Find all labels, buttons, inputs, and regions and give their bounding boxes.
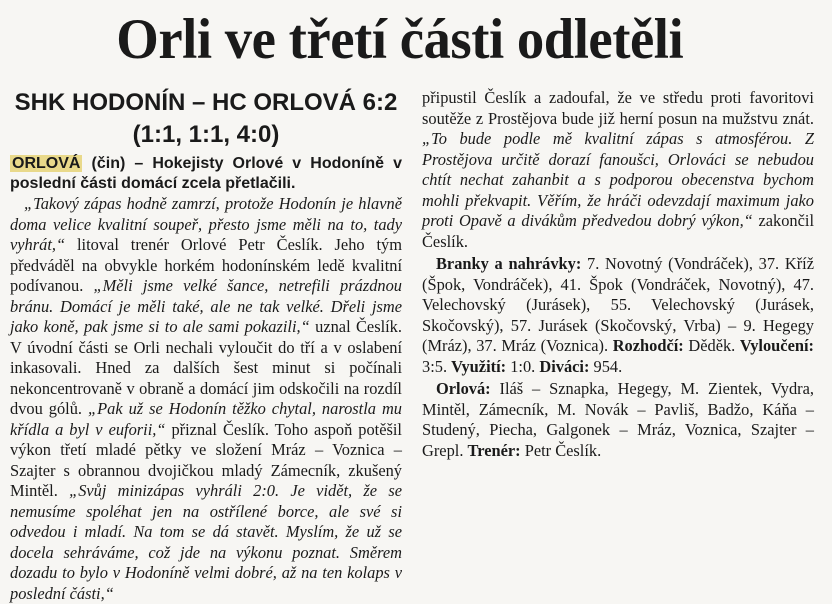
- match-period-scores: (1:1, 1:1, 4:0): [132, 121, 280, 148]
- coach-name: Petr Česlík.: [520, 440, 602, 460]
- article-column-left: [10, 88, 402, 604]
- quote: „Pak už se Hodonín těžko chytal, narostla mu křídla a byl v euforii,“: [10, 399, 402, 439]
- match-result-title: SHK HODONÍN – HC ORLOVÁ 6:2: [14, 89, 398, 116]
- lead-text: – Hokejisty Orlové v Hodoníně v poslední části domácí zcela přetlačili.: [10, 155, 402, 192]
- goals-label: Branky a nahrávky:: [436, 254, 582, 273]
- article-column-right: [422, 88, 814, 461]
- powerplay-label: Využití:: [451, 356, 507, 376]
- body-text: litoval trenér Orlové Petr Česlík. Jeho tým předváděl na obvykle horkém hodonínském ledě kvalitní podívanou.: [10, 235, 402, 295]
- body-text: připustil Česlík a zadoufal, že ve středu proti favoritovi soutěže z Prostějova bude již herní posun na mužstvu znát.: [422, 88, 814, 128]
- team-players: Iláš – Sznapka, Hegegy, M. Zientek, Vydra, Mintěl, Zámecník, M. Novák – Pavliš, Badžo, Káňa – Studený, Piecha, Galgonek – Mráz, Voznica, Szajter – Grepl.: [422, 379, 814, 460]
- article-lead: [10, 154, 402, 194]
- quote: „Měli jsme velké šance, netrefili prázdnou bránu. Domácí je měli také, ale ne tak velké. Dřeli jsme jako koně, pak jsme si to ale sami pokazili,“: [10, 276, 402, 336]
- quote: „Svůj minizápas vyhráli 2:0. Je vidět, že se nemusíme spoléhat jen na ostřílené borce, ale své si odvedou i mladí. Na tom se dá stavět. Myslím, že už se docela sehráváme, což jde na výkonu poznat. Směrem dozadu to bylo v Hodoníně velmi dobré, až na ten kolaps v poslední části,“: [10, 481, 402, 603]
- quote: „To bude podle mě kvalitní zápas s atmosférou. Z Prostějova určitě dorazí fanoušci, Orlováci se nebudou chtít nechat zahanbit a s podporou obecenstva bychom mohli překvapit. Věřím, že hráči odevzdají maximum jako proti Opavě a divákům předvedou dobrý výkon,“: [422, 129, 814, 230]
- penalties-label: Vyloučení:: [739, 336, 814, 355]
- goals-text: 7. Novotný (Vondráček), 37. Kříž (Špok, Vondráček), 41. Špok (Vondráček, Novotný), 47. Velechovský (Jurásek), 55. Velechovský (Jurásek, Skočovský), 57. Jurásek (Skočovský, Vrba) – 9. Hegegy (Mráz), 37. Mráz (Voznica).: [422, 254, 814, 355]
- team-label: Orlová:: [436, 379, 491, 398]
- referee-text: Děděk.: [683, 336, 736, 355]
- body-text: zakončil Česlík.: [422, 211, 814, 251]
- penalties-text: 3:5.: [422, 356, 448, 376]
- body-text: uznal Česlík. V úvodní části se Orli nechali vyloučit do tří a v oslabení inkasovali. Hned za dalších šest minut si počínali nekoncentrovaně v obraně a domácí jim odskočili na rozdíl dvou gólů.: [10, 317, 402, 418]
- match-stats: [422, 254, 814, 377]
- dateline: ORLOVÁ: [12, 155, 81, 172]
- attendance-label: Diváci:: [539, 356, 590, 376]
- article-headline: Orli ve třetí části odletěli: [116, 8, 684, 71]
- powerplay-text: 1:0.: [506, 356, 536, 376]
- body-text: přiznal Česlík. Toho aspoň potěšil výkon třetí mladé pětky ve složení Mráz – Voznica – Szajter s obrannou dvojičkou mladý Zámecník, zkušený Mintěl.: [10, 419, 402, 500]
- article-body-part2: [422, 88, 814, 252]
- team-lineup: [422, 379, 814, 461]
- attendance-text: 954.: [589, 356, 623, 376]
- article-body-part1: [10, 194, 402, 604]
- agency-tag: (čin): [82, 155, 126, 172]
- referee-label: Rozhodčí:: [612, 336, 684, 355]
- coach-label: Trenér:: [467, 440, 521, 460]
- quote: „Takový zápas hodně zamrzí, protože Hodonín je hlavně doma velice kvalitní soupeř, přesto jsme měli na to, tady vyhrát,“: [10, 194, 402, 254]
